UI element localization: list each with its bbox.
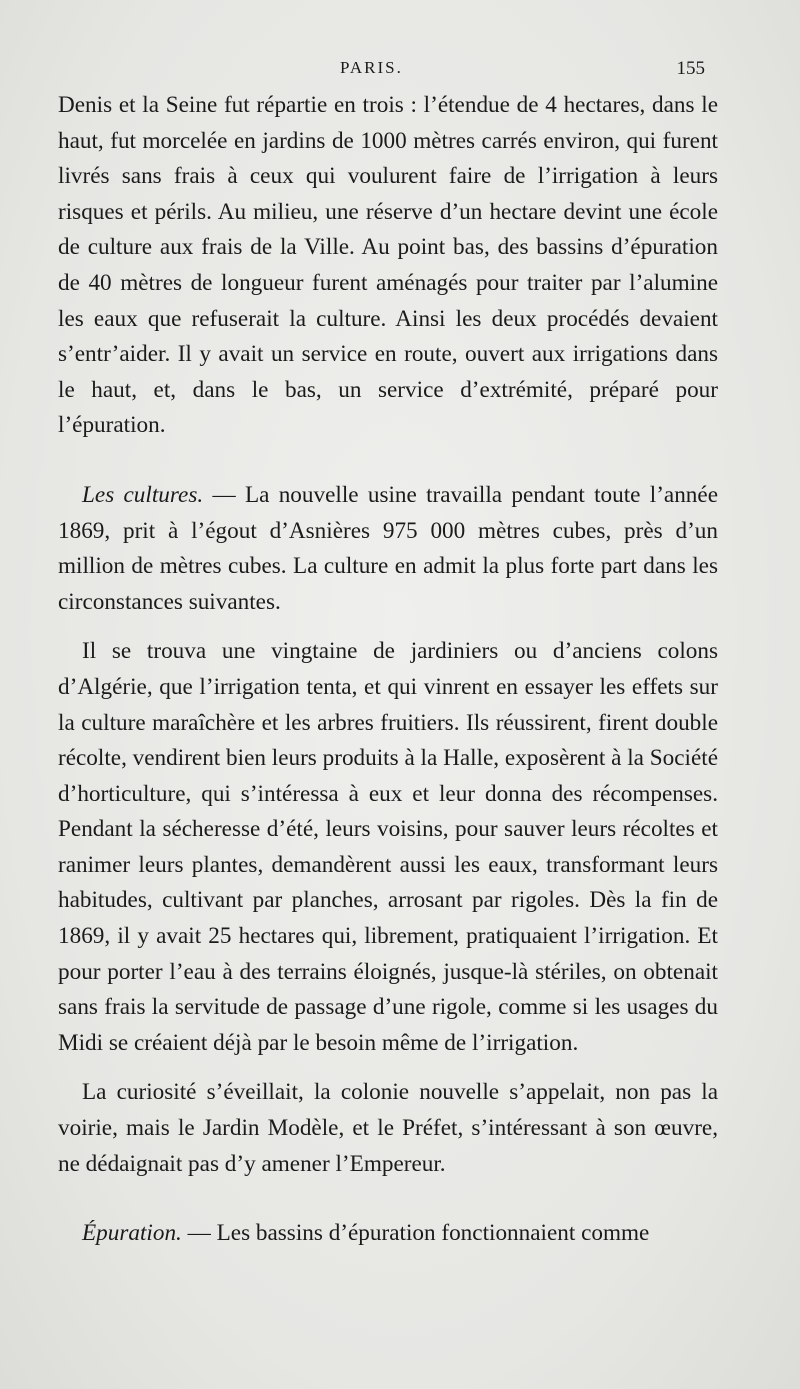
paragraph-5	[58, 1216, 718, 1252]
paragraph-2	[58, 478, 718, 620]
section-heading-epuration: Épuration.	[82, 1220, 182, 1247]
paragraph-4: La curiosité s’éveillait, la colonie nouvelle s’appelait, non pas la voirie, mais le Jardin Modèle, et le Préfet, s’intéressant à son œuvre, ne dédaignait pas d’y amener l’Empereur.	[58, 1079, 718, 1177]
page-number: 155	[676, 58, 705, 79]
paragraph-3: Il se trouva une vingtaine de jardiniers ou d’anciens colons d’Algérie, que l’irrigation tenta, et qui vinrent en essayer les effets sur la culture maraîchère et les arbres fruitiers. Ils réussirent, firent double récolte, vendirent bien leurs produits à la Halle, exposèrent à la Société d’horticulture, qui s’intéressa à eux et leur donna des récompenses. Pendant la sécheresse d’été, leurs voisins, pour sauver leurs récoltes et ranimer leurs plantes, demandèrent aussi les eaux, transformant leurs habitudes, cultivant par planches, arrosant par rigoles. Dès la fin de 1869, il y avait 25 hectares qui, librement, pratiquaient l’irrigation. Et pour porter l’eau à des terrains éloignés, jusque-là stériles, on obtenait sans frais la servitude de passage d’une rigole, comme si les usages du Midi se créaient déjà par le besoin même de l’irrigation.	[58, 638, 718, 1056]
section-spacer	[58, 1182, 718, 1216]
paragraph-2-text: — La nouvelle usine travailla pendant toute l’année 1869, prit à l’égout d’Asnières 975 000 mètres cubes, près d’un million de mètres cubes. La culture en admit la plus forte part dans les circonstances suivantes.	[58, 481, 718, 615]
paragraph-5-text: — Les bassins d’épuration fonctionnaient comme	[181, 1220, 650, 1247]
paragraph-1: Denis et la Seine fut répartie en trois : l’étendue de 4 hectares, dans le haut, fut morcelée en jardins de 1000 mètres carrés environ, qui furent livrés sans frais à ceux qui voulurent faire de l’irrigation à leurs risques et périls. Au milieu, une réserve d’un hectare devint une école de culture aux frais de la Ville. Au point bas, des bassins d’épuration de 40 mètres de longueur furent aménagés pour traiter par l’alumine les eaux que refuserait la culture. Ainsi les deux procédés devaient s’entr’aider. Il y avait un service en route, ouvert aux irrigations dans le haut, et, dans le bas, un service d’extrémité, préparé pour l’épuration.	[58, 92, 718, 439]
section-heading-cultures: Les cultures.	[82, 481, 204, 508]
running-title: PARIS.	[340, 58, 403, 77]
body-text	[58, 88, 718, 1252]
section-spacer	[58, 444, 718, 478]
page-header	[0, 58, 800, 88]
